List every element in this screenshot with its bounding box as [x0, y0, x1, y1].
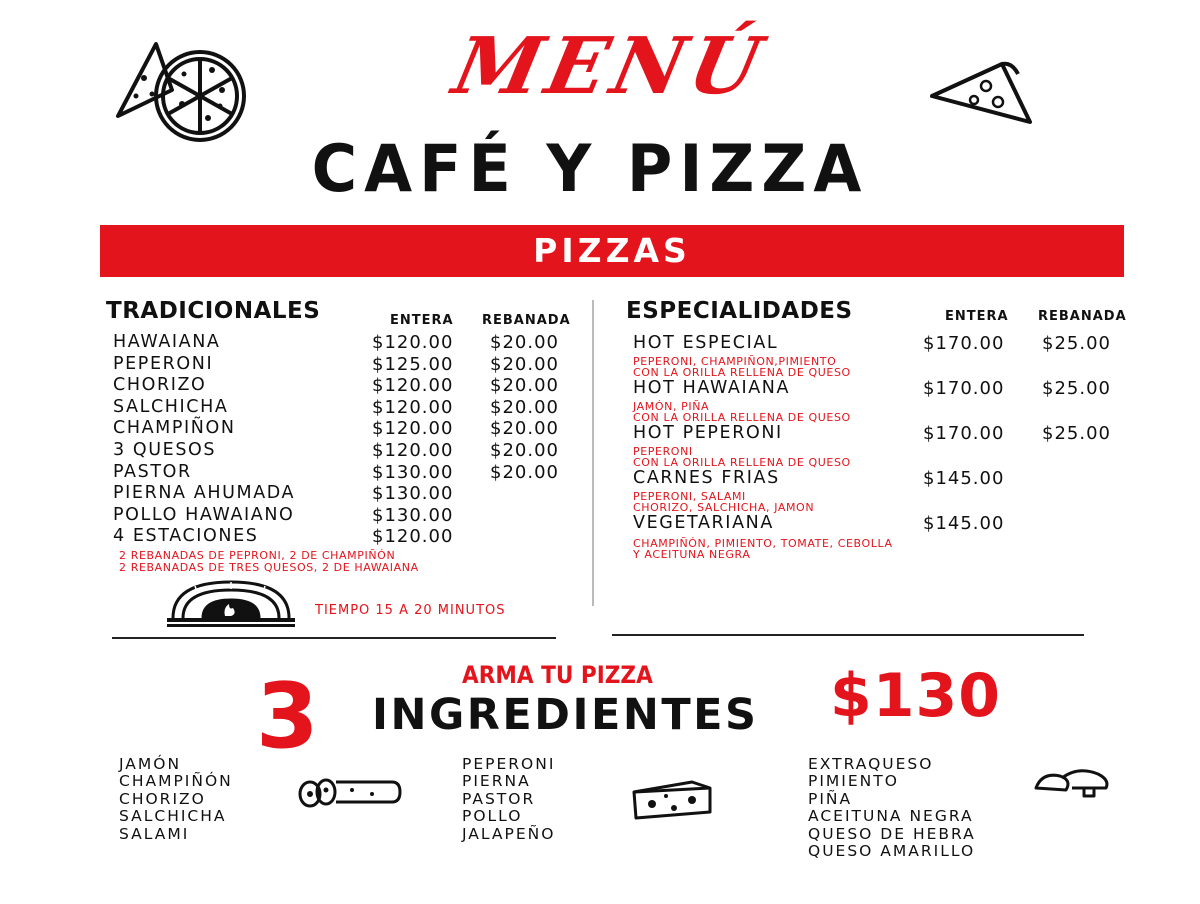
price-entera: $170.00 [923, 378, 1005, 399]
ingredient-item: JAMÓN [119, 755, 182, 773]
tradicionales-col-entera: ENTERA [390, 313, 454, 328]
tradicionales-note-1: 2 REBANADAS DE PEPRONI, 2 DE CHAMPIÑÓN [119, 549, 396, 562]
ingredients-col-3 [808, 756, 976, 860]
column-divider [592, 300, 594, 606]
price-entera: $170.00 [923, 333, 1005, 354]
divider-left [112, 637, 556, 639]
ingredients-col-2 [462, 756, 555, 843]
especialidades-item [633, 468, 814, 513]
ingredient-item: JALAPEÑO [462, 824, 556, 843]
price-rebanada: $20.00 [490, 353, 559, 375]
list-item: CHORIZO [113, 375, 207, 396]
time-note [315, 603, 506, 618]
price-rebanada: $20.00 [490, 332, 559, 353]
price-rebanada: $20.00 [490, 396, 559, 418]
price-entera: $120.00 [372, 418, 454, 440]
price-entera: $125.00 [372, 353, 454, 375]
price-rebanada: $20.00 [490, 375, 559, 397]
list-item: CHAMPIÑON [113, 418, 236, 439]
list-item: 4 ESTACIONES [113, 526, 259, 547]
price-entera: $145.00 [923, 513, 1005, 534]
arma-number: 3 [256, 664, 319, 769]
list-item: PASTOR [113, 461, 192, 482]
list-item: 3 QUESOS [113, 439, 217, 460]
item-description: JAMÓN, PIÑA [633, 399, 710, 413]
list-item: PIERNA AHUMADA [113, 483, 296, 504]
price-rebanada: $25.00 [1042, 378, 1111, 399]
price-entera: $120.00 [372, 396, 454, 418]
pizza-slice-icon [928, 58, 1034, 128]
especialidades-item [633, 513, 893, 560]
page-title: CAFÉ Y PIZZA [311, 130, 869, 207]
especialidades-heading: ESPECIALIDADES [626, 298, 853, 324]
item-description: PEPERONI, SALAMI [633, 489, 746, 503]
pizzas-band-label: PIZZAS [533, 231, 691, 270]
pizza-whole-icon [112, 38, 252, 150]
tradicionales-note-2: 2 REBANADAS DE TRES QUESOS, 2 DE HAWAIANA [119, 561, 419, 574]
price-rebanada: $20.00 [490, 418, 559, 440]
price-rebanada: $20.00 [490, 461, 559, 483]
list-item: POLLO HAWAIANO [113, 504, 295, 525]
price-entera: $120.00 [372, 375, 454, 397]
tradicionales-list [113, 332, 295, 548]
price-entera: $120.00 [372, 526, 454, 548]
price-rebanada: $25.00 [1042, 423, 1111, 444]
item-description: CHAMPIÑÓN, PIMIENTO, TOMATE, CEBOLLA [633, 536, 893, 550]
menu-script-title: MENÚ [445, 21, 775, 112]
oven-icon [165, 578, 297, 628]
item-description: CHORIZO, SALCHICHA, JAMON [633, 500, 815, 514]
list-item: HOT ESPECIAL [633, 333, 779, 353]
ingredient-item: SALCHICHA [119, 807, 227, 826]
ingredient-item: SALAMI [119, 824, 190, 843]
arma-word: INGREDIENTES [372, 690, 759, 740]
salami-icon [292, 776, 404, 810]
list-item: HOT HAWAIANA [633, 378, 791, 398]
item-description: PEPERONI, CHAMPIÑON,PIMIENTO [633, 354, 837, 368]
price-entera: $120.00 [372, 439, 454, 461]
especialidades-col-rebanada: REBANADA [1038, 309, 1127, 324]
list-item: HOT PEPERONI [633, 423, 783, 443]
especialidades-item [633, 378, 851, 423]
price-rebanada: $20.00 [490, 439, 559, 461]
time-note-text: TIEMPO 15 A 20 MINUTOS [315, 603, 506, 618]
list-item: HAWAIANA [113, 332, 221, 352]
ingredient-item: POLLO [462, 807, 523, 826]
ingredient-item: QUESO DE HEBRA [808, 824, 976, 843]
ingredient-item: PIERNA [462, 772, 531, 791]
list-item: CARNES FRIAS [633, 468, 780, 488]
price-entera: $120.00 [372, 332, 454, 353]
ingredient-item: CHAMPIÑÓN [119, 772, 233, 791]
mushroom-icon [1032, 766, 1112, 798]
ingredients-col-1 [119, 756, 233, 843]
ingredient-item: PASTOR [462, 789, 536, 808]
list-item: SALCHICHA [113, 396, 229, 417]
list-item: PEPERONI [113, 353, 214, 374]
tradicionales-rebanada-prices [490, 332, 559, 483]
price-entera: $145.00 [923, 468, 1005, 489]
arma-subtitle: ARMA TU PIZZA [462, 661, 653, 689]
ingredient-item: EXTRAQUESO [808, 755, 934, 773]
item-description: CON LA ORILLA RELLENA DE QUESO [633, 455, 851, 469]
cheese-icon [630, 778, 714, 820]
tradicionales-heading: TRADICIONALES [106, 298, 321, 324]
especialidades-item [633, 333, 851, 378]
price-entera: $130.00 [372, 461, 454, 483]
ingredient-item: PIMIENTO [808, 772, 899, 791]
ingredient-item: PIÑA [808, 789, 853, 808]
pizzas-section-band [100, 225, 1124, 277]
price-entera: $130.00 [372, 483, 454, 505]
item-description: CON LA ORILLA RELLENA DE QUESO [633, 410, 851, 424]
item-description: Y ACEITUNA NEGRA [633, 547, 751, 561]
ingredient-item: PEPERONI [462, 755, 556, 773]
price-rebanada: $25.00 [1042, 333, 1111, 354]
especialidades-item [633, 423, 851, 468]
divider-right [612, 634, 1084, 636]
item-description: CON LA ORILLA RELLENA DE QUESO [633, 365, 851, 379]
tradicionales-col-rebanada: REBANADA [482, 313, 571, 328]
item-description: PEPERONI [633, 444, 693, 458]
ingredient-item: ACEITUNA NEGRA [808, 807, 974, 826]
ingredient-item: QUESO AMARILLO [808, 842, 976, 861]
price-entera: $170.00 [923, 423, 1005, 444]
tradicionales-entera-prices [372, 332, 453, 548]
list-item: VEGETARIANA [633, 513, 774, 533]
ingredient-item: CHORIZO [119, 789, 206, 808]
arma-price: $130 [830, 661, 1001, 731]
especialidades-col-entera: ENTERA [945, 309, 1009, 324]
price-entera: $130.00 [372, 504, 454, 526]
